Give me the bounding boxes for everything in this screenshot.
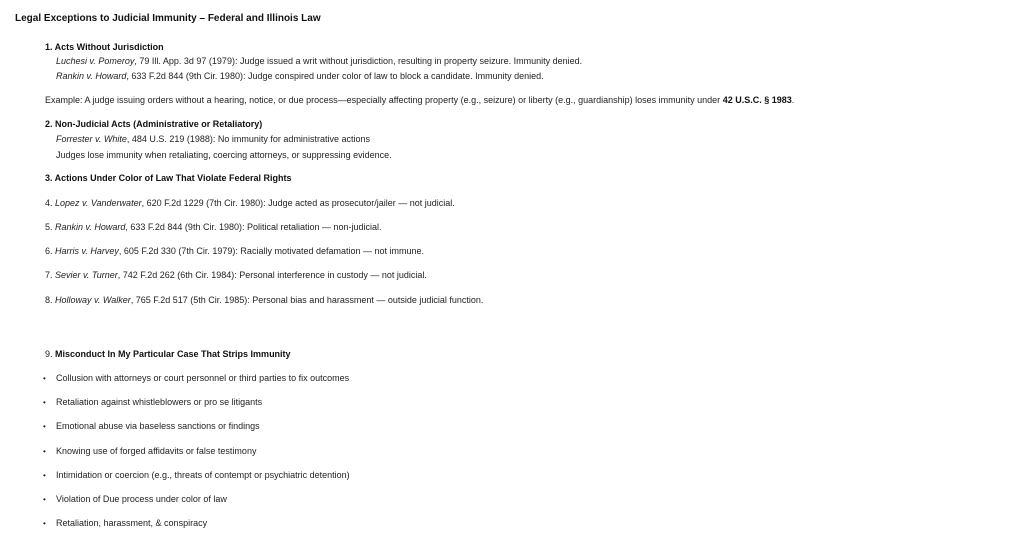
bullet-icon: • bbox=[43, 519, 46, 528]
section-2-line-2: Judges lose immunity when retaliating, coercing attorneys, or suppressing evidence. bbox=[56, 150, 392, 160]
section-1-heading: 1. Acts Without Jurisdiction bbox=[45, 42, 164, 52]
bullet-item: Retaliation against whistleblowers or pro se litigants bbox=[56, 397, 263, 407]
section-2-case-1: Forrester v. White, 484 U.S. 219 (1988): No immunity for administrative actions bbox=[56, 134, 370, 144]
bullet-icon: • bbox=[43, 422, 46, 431]
page-title: Legal Exceptions to Judicial Immunity – Federal and Illinois Law bbox=[15, 13, 321, 24]
bullet-item: Retaliation, harassment, & conspiracy bbox=[56, 518, 208, 528]
section-1-case-2: Rankin v. Howard, 633 F.2d 844 (9th Cir. 1980): Judge conspired under color of law to block a candidate. Immunity denied. bbox=[56, 71, 544, 81]
example-paragraph: Example: A judge issuing orders without a hearing, notice, or due process—especially affecting property (e.g., seizure) or liberty (e.g., guardianship) loses immunity under 42 U.S.C. § 1983. bbox=[45, 95, 795, 105]
case-5: 5. Rankin v. Howard, 633 F.2d 844 (9th Cir. 1980): Political retaliation — non-judicial. bbox=[45, 222, 382, 232]
bullet-item: Collusion with attorneys or court personnel or third parties to fix outcomes bbox=[56, 373, 350, 383]
bullet-icon: • bbox=[43, 495, 46, 504]
section-1-case-1: Luchesi v. Pomeroy, 79 Ill. App. 3d 97 (1979): Judge issued a writ without jurisdiction, resulting in property seizure. Immunity denied. bbox=[56, 56, 583, 66]
bullet-item: Intimidation or coercion (e.g., threats of contempt or psychiatric detention) bbox=[56, 470, 350, 480]
bullet-item: Emotional abuse via baseless sanctions or findings bbox=[56, 421, 260, 431]
case-8: 8. Holloway v. Walker, 765 F.2d 517 (5th Cir. 1985): Personal bias and harassment — outside judicial function. bbox=[45, 295, 484, 305]
bullet-item: Violation of Due process under color of law bbox=[56, 494, 227, 504]
section-9-heading: 9. Misconduct In My Particular Case That Strips Immunity bbox=[45, 349, 291, 359]
bullet-icon: • bbox=[43, 447, 46, 456]
case-6: 6. Harris v. Harvey, 605 F.2d 330 (7th Cir. 1979): Racially motivated defamation — not immune. bbox=[45, 246, 425, 256]
section-2-heading: 2. Non-Judicial Acts (Administrative or Retaliatory) bbox=[45, 119, 263, 129]
case-7: 7. Sevier v. Turner, 742 F.2d 262 (6th Cir. 1984): Personal interference in custody — not judicial. bbox=[45, 270, 427, 280]
bullet-icon: • bbox=[43, 471, 46, 480]
bullet-icon: • bbox=[43, 374, 46, 383]
bullet-item: Knowing use of forged affidavits or false testimony bbox=[56, 446, 257, 456]
bullet-icon: • bbox=[43, 398, 46, 407]
case-4: 4. Lopez v. Vanderwater, 620 F.2d 1229 (7th Cir. 1980): Judge acted as prosecutor/jailer — not judicial. bbox=[45, 198, 455, 208]
section-3-heading: 3. Actions Under Color of Law That Violate Federal Rights bbox=[45, 173, 292, 183]
